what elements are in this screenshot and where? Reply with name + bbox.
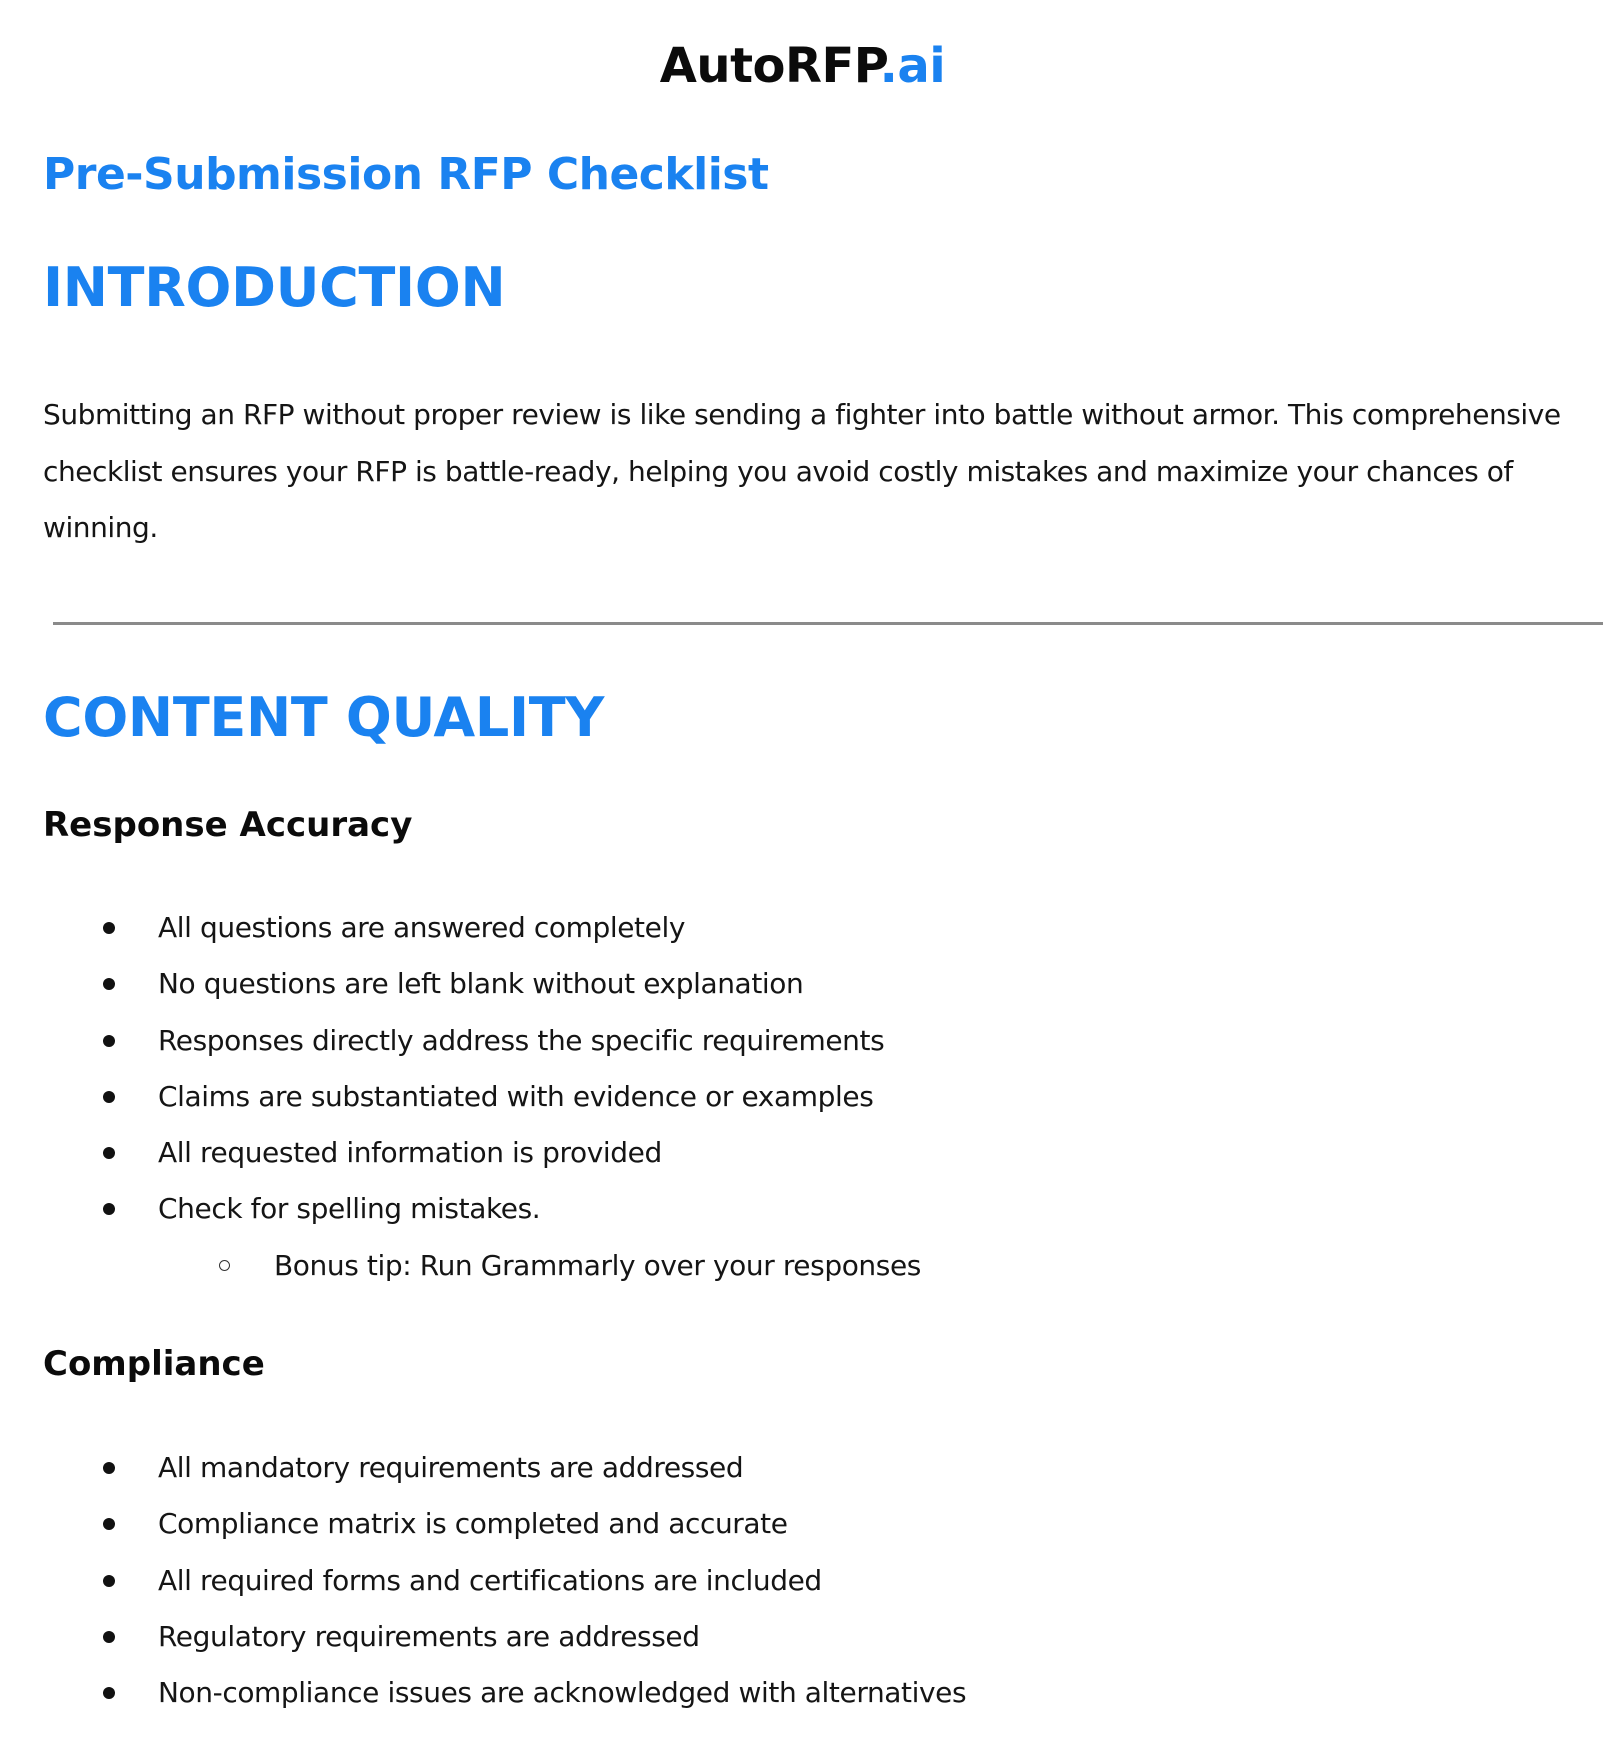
list-item-text: Responses directly address the specific requirements <box>158 1023 885 1057</box>
list-item-text: All mandatory requirements are addressed <box>158 1451 744 1484</box>
list-item-text: Compliance matrix is completed and accurate <box>158 1507 788 1541</box>
sub-list-item-text: Bonus tip: Run Grammarly over your responses <box>274 1248 921 1282</box>
logo-suffix-text: .ai <box>879 38 946 94</box>
logo-main-text: AutoRFP <box>659 38 880 94</box>
list-item-text: All requested information is provided <box>158 1136 662 1170</box>
bullet-icon <box>103 1631 115 1643</box>
list-item-text: Regulatory requirements are addressed <box>158 1619 700 1653</box>
compliance-heading: Compliance <box>43 1344 265 1384</box>
list-item-text: No questions are left blank without explanation <box>158 967 804 1001</box>
list-item-text: All required forms and certifications are included <box>158 1563 822 1597</box>
response-accuracy-heading: Response Accuracy <box>43 805 413 845</box>
bullet-icon <box>103 1091 115 1103</box>
bullet-icon <box>103 1462 115 1474</box>
content-quality-heading: CONTENT QUALITY <box>43 686 605 749</box>
introduction-heading: INTRODUCTION <box>43 256 506 319</box>
section-divider <box>53 622 1603 625</box>
bullet-icon <box>103 978 115 990</box>
bullet-icon <box>103 1147 115 1159</box>
bullet-icon <box>103 1687 115 1699</box>
bullet-icon <box>103 1575 115 1587</box>
brand-logo <box>0 36 1605 96</box>
bullet-icon <box>103 922 115 934</box>
list-item-text: Check for spelling mistakes. <box>158 1192 541 1226</box>
bullet-icon <box>103 1518 115 1530</box>
bullet-icon <box>103 1203 115 1215</box>
list-item-text: Claims are substantiated with evidence or examples <box>158 1079 874 1113</box>
list-item-text: All questions are answered completely <box>158 911 686 944</box>
introduction-paragraph: Submitting an RFP without proper review is like sending a fighter into battle without armor. This comprehensive checklist ensures your RFP is battle-ready, helping you avoid costly mistakes and maximize your chances of winning. <box>43 398 1561 544</box>
list-item-text: Non-compliance issues are acknowledged with alternatives <box>158 1676 967 1710</box>
document-title: Pre-Submission RFP Checklist <box>43 149 769 200</box>
bullet-icon <box>103 1035 115 1047</box>
hollow-bullet-icon <box>219 1260 230 1271</box>
